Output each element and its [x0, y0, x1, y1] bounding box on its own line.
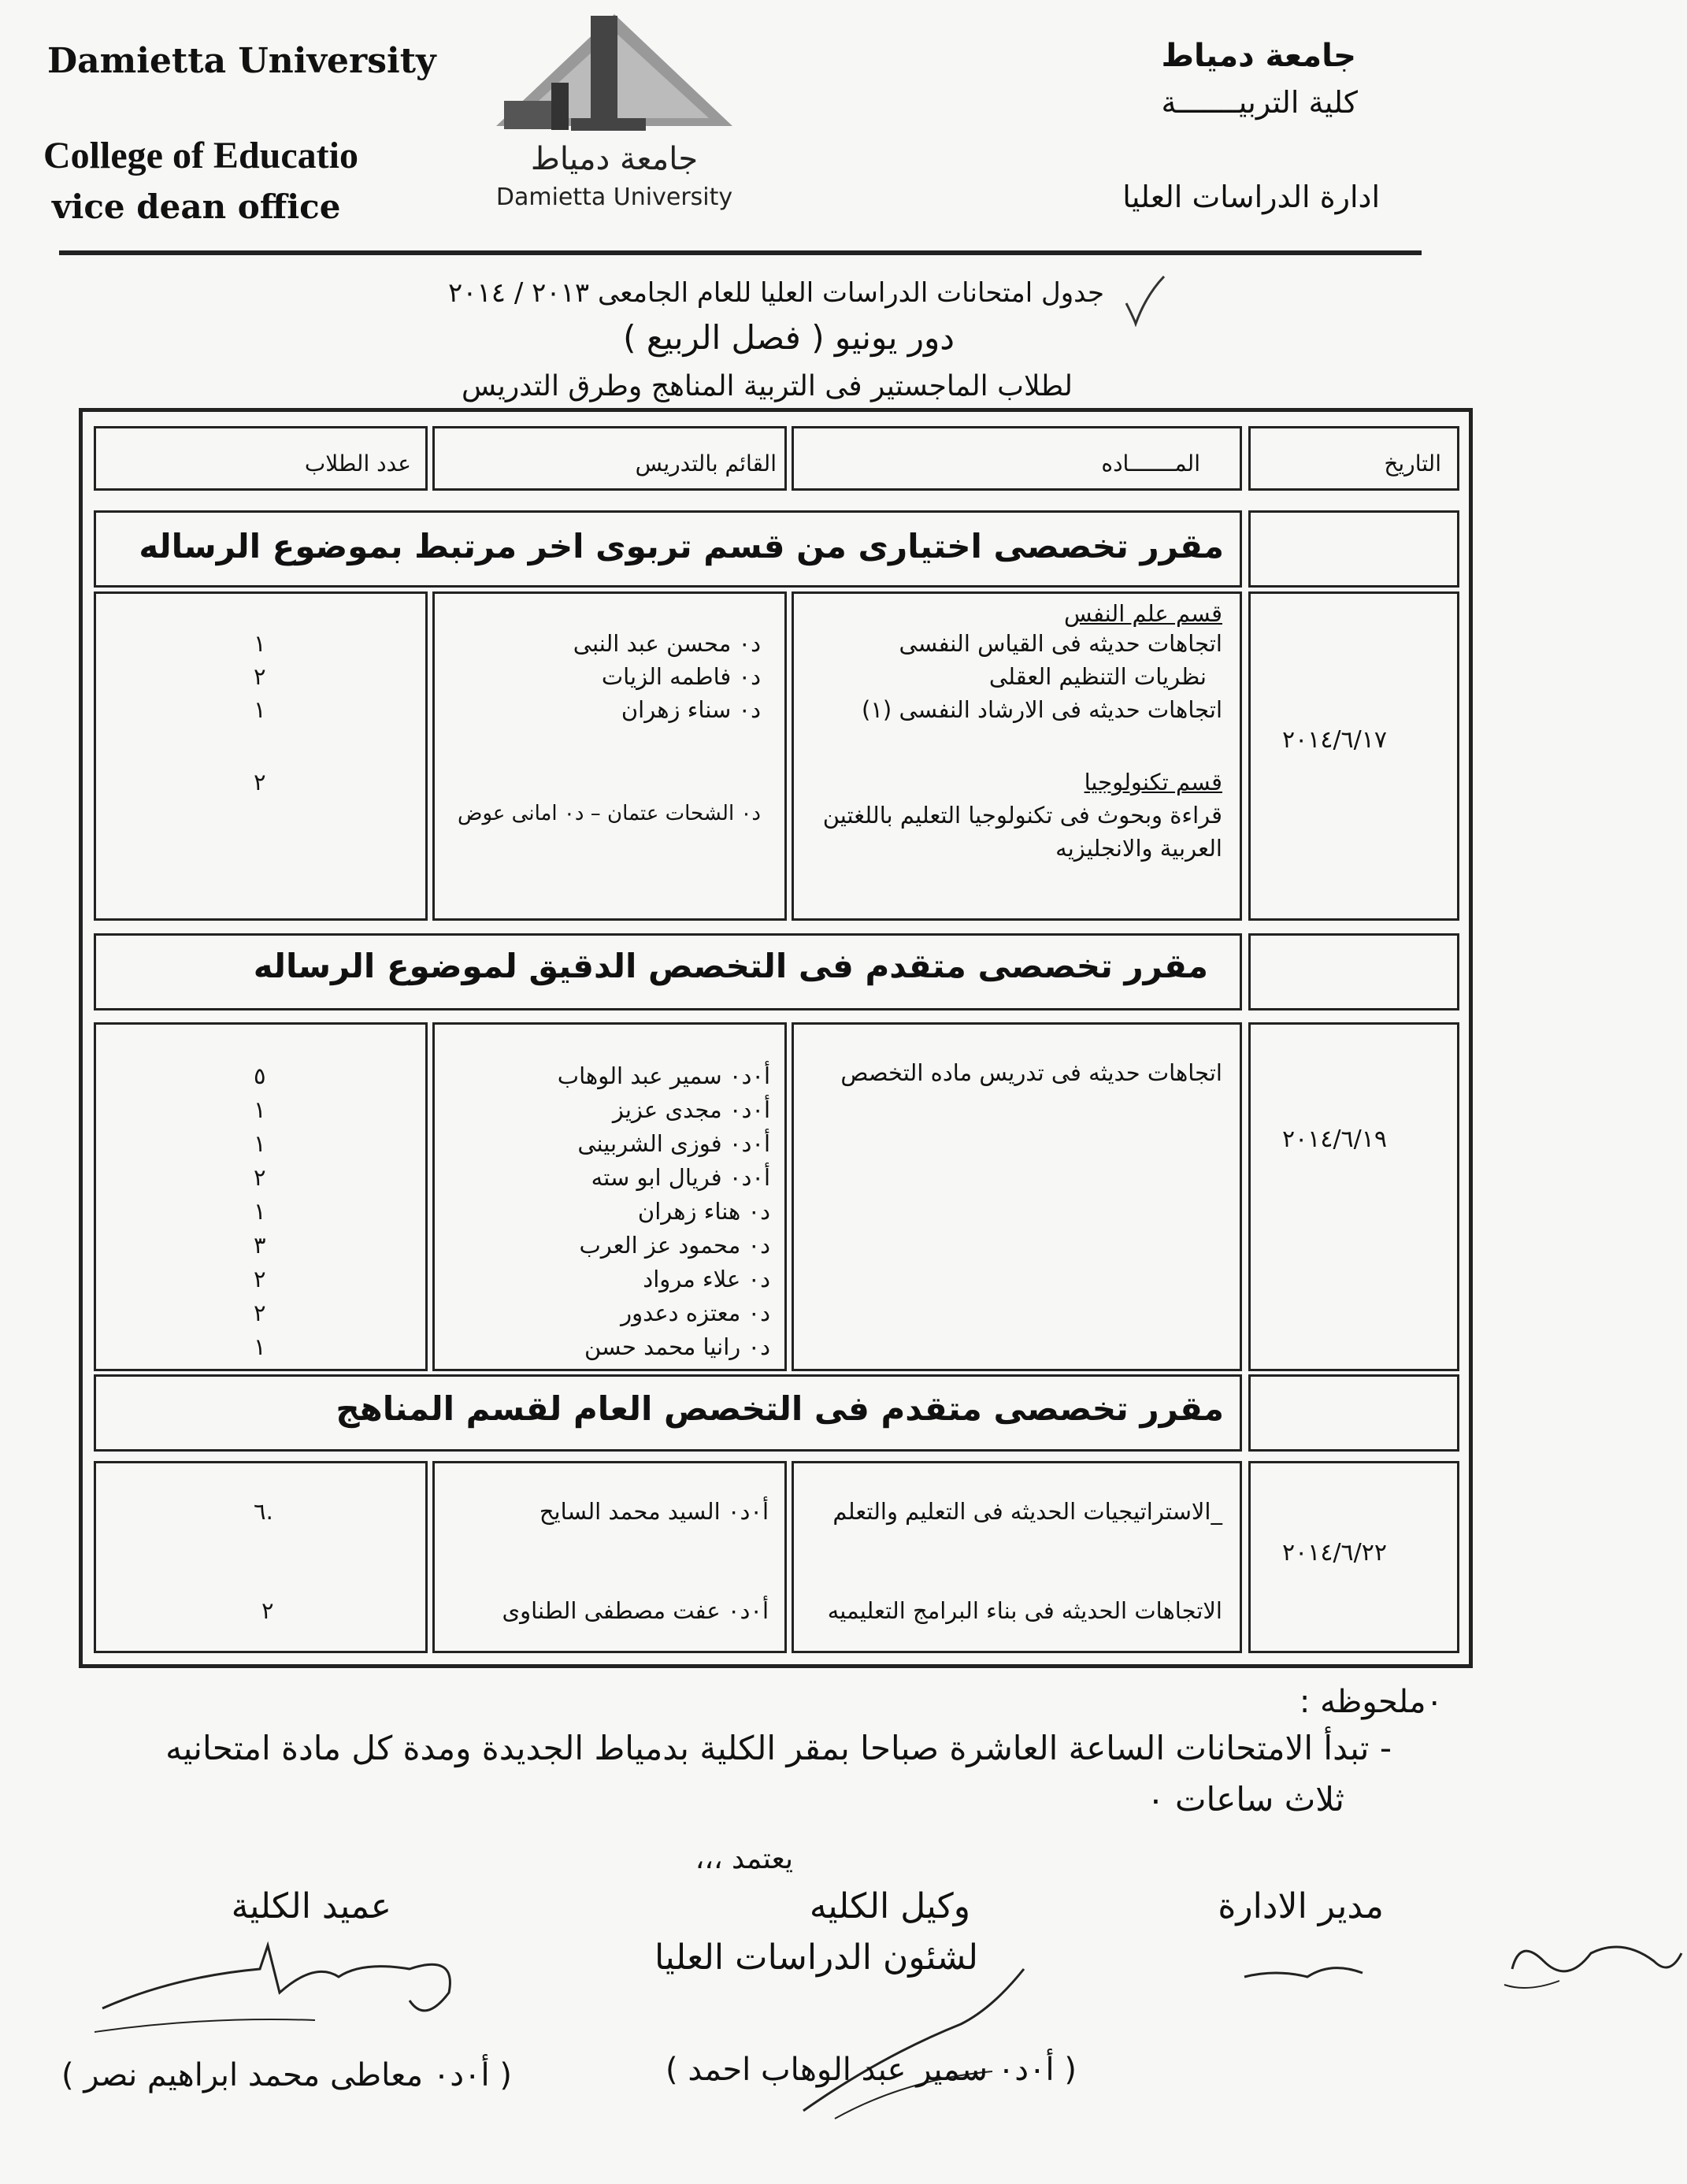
exam-date: ٢٠١٤/٦/٢٢ [1282, 1539, 1388, 1567]
section-title-date-cell [1248, 510, 1459, 588]
english-office-name: vice dean office [52, 187, 341, 226]
count-cell [94, 1461, 428, 1653]
teacher-name: د٠ محمود عز العرب [579, 1232, 770, 1259]
teacher-name: د٠ هناء زهران [637, 1198, 770, 1225]
teacher-name: أ٠د٠ عفت مصطفى الطناوى [502, 1597, 769, 1624]
teacher-name: أ٠د٠ فوزى الشربينى [577, 1130, 770, 1157]
approval-label: يعتمد ،،، [695, 1843, 793, 1875]
section-title-row [94, 1374, 1242, 1452]
header-cell-subject [792, 426, 1242, 491]
dean-title: عميد الكلية [231, 1886, 391, 1926]
schedule-session: دور يونيو ( فصل الربيع ) [623, 318, 955, 357]
teacher-name: د٠ محسن عبد النبى [573, 630, 761, 657]
student-count: ٣ [254, 1232, 266, 1259]
student-count: ٢ [254, 769, 266, 795]
section-title-date-cell [1248, 1374, 1459, 1452]
teacher-name: د٠ علاء مرواد [643, 1266, 770, 1292]
header-divider [59, 250, 1422, 255]
student-count: ٢ [254, 1164, 266, 1191]
subject-line: اتجاهات حديثه فى القياس النفسى [899, 630, 1222, 657]
note-text: ثلاث ساعات ٠ [1147, 1780, 1344, 1819]
student-count: ٢ [254, 1266, 266, 1292]
dean-name: ( أ٠د٠ معاطى محمد ابراهيم نصر ) [61, 2057, 512, 2093]
count-cell [94, 1022, 428, 1371]
section-title: مقرر تخصصى متقدم فى التخصص العام لقسم المناهج [336, 1389, 1224, 1428]
section-title: مقرر تخصصى متقدم فى التخصص الدقيق لموضوع الرساله [253, 947, 1208, 985]
teacher-name: د٠ سناء زهران [621, 696, 761, 723]
student-count: ٢ [254, 663, 266, 690]
english-university-name: Damietta University [47, 41, 436, 81]
date-cell [1248, 1461, 1459, 1653]
subject-line: _الاستراتيجيات الحديثه فى التعليم والتعلم [832, 1498, 1222, 1525]
teacher-cell [432, 591, 787, 921]
teacher-name: أ٠د٠ مجدى عزيز [612, 1096, 770, 1123]
date-cell [1248, 591, 1459, 921]
student-count: ٢ [254, 1300, 266, 1326]
section-title-row [94, 510, 1242, 588]
university-logo [473, 8, 756, 221]
teacher-name: د٠ معتزه دعدور [621, 1300, 770, 1326]
teacher-name: أ٠د٠ فريال ابو سته [591, 1164, 770, 1191]
english-college-name: College of Educatio [43, 135, 358, 176]
section-title-row [94, 933, 1242, 1010]
student-count: ٢ [261, 1597, 274, 1624]
subject-line: نظريات التنظيم العقلى [988, 663, 1207, 690]
arabic-college-name: كلية التربيـــــــة [1161, 85, 1358, 120]
checkmark-icon [1118, 272, 1166, 327]
teacher-cell [432, 1461, 787, 1653]
teacher-name: أ٠د٠ سمير عبد الوهاب [557, 1062, 770, 1089]
department-label: قسم علم النفس [1064, 600, 1222, 627]
header-cell-students [94, 426, 428, 491]
schedule-audience: لطلاب الماجستير فى التربية المناهج وطرق التدريس [461, 370, 1073, 402]
dean-signature [79, 1914, 473, 2040]
section-title: مقرر تخصصى اختيارى من قسم تربوى اخر مرتبط بموضوع الرساله [139, 527, 1224, 565]
student-count: ١ [254, 1333, 266, 1360]
subject-line: العربية والانجليزيه [1055, 835, 1222, 862]
section-title-date-cell [1248, 933, 1459, 1010]
student-count: ١ [254, 1096, 266, 1123]
subject-cell [792, 591, 1242, 921]
teacher-cell [432, 1022, 787, 1371]
student-count: ١ [254, 1198, 266, 1225]
count-cell [94, 591, 428, 921]
student-count: ١ [254, 630, 266, 657]
header-subject: المـــــــاده [1101, 451, 1200, 476]
date-cell [1248, 1022, 1459, 1371]
logo-graphic [473, 8, 756, 221]
exam-schedule-table [79, 408, 1473, 1668]
subject-cell [792, 1022, 1242, 1371]
header-cell-date [1248, 426, 1459, 491]
department-label: قسم تكنولوجيا [1084, 769, 1222, 795]
vice-dean-signature [788, 1953, 1118, 2127]
vice-dean-name: ( أ٠د٠ سمير عبد الوهاب احمد ) [666, 2052, 1077, 2088]
student-count: ١ [254, 1130, 266, 1157]
note-label: ٠ملحوظه : [1299, 1684, 1443, 1720]
logo-arabic-text: جامعة دمياط [530, 141, 699, 177]
student-count: ٦. [254, 1498, 273, 1525]
header-teacher: القائم بالتدريس [635, 451, 777, 476]
arabic-department-name: ادارة الدراسات العليا [1122, 180, 1380, 214]
teacher-name: د٠ فاطمه الزيات [601, 663, 761, 690]
teacher-name: د٠ رانيا محمد حسن [584, 1333, 770, 1360]
header-date: التاريخ [1384, 451, 1441, 476]
vice-dean-title: وكيل الكليه [809, 1886, 970, 1926]
exam-date: ٢٠١٤/٦/١٧ [1282, 726, 1388, 754]
header-cell-teacher [432, 426, 787, 491]
teacher-name: أ٠د٠ السيد محمد السايح [539, 1498, 769, 1525]
exam-date: ٢٠١٤/٦/١٩ [1282, 1125, 1388, 1153]
subject-line: قراءة وبحوث فى تكنولوجيا التعليم باللغتين [822, 802, 1222, 829]
manager-title: مدير الادارة [1218, 1886, 1384, 1926]
schedule-title: جدول امتحانات الدراسات العليا للعام الجامعى ٢٠١٣ / ٢٠١٤ [447, 277, 1104, 309]
note-text: - تبدأ الامتحانات الساعة العاشرة صباحا بمقر الكلية بدمياط الجديدة ومدة كل مادة امتحانيه [165, 1729, 1392, 1767]
subject-cell [792, 1461, 1242, 1653]
arabic-university-name: جامعة دمياط [1161, 38, 1356, 74]
subject-line: اتجاهات حديثه فى تدريس ماده التخصص [840, 1059, 1222, 1086]
student-count: ١ [254, 696, 266, 723]
teacher-name: د٠ الشحات عتمان – د٠ امانى عوض [458, 802, 761, 825]
subject-line: الاتجاهات الحديثه فى بناء البرامج التعليميه [827, 1597, 1222, 1624]
manager-signature [1229, 1906, 1685, 2016]
vice-dean-subtitle: لشئون الدراسات العليا [654, 1937, 978, 1978]
student-count: ٥ [254, 1062, 266, 1089]
subject-line: اتجاهات حديثه فى الارشاد النفسى (١) [862, 696, 1222, 723]
logo-english-text: Damietta University [495, 184, 733, 211]
header-students: عدد الطلاب [304, 451, 411, 476]
